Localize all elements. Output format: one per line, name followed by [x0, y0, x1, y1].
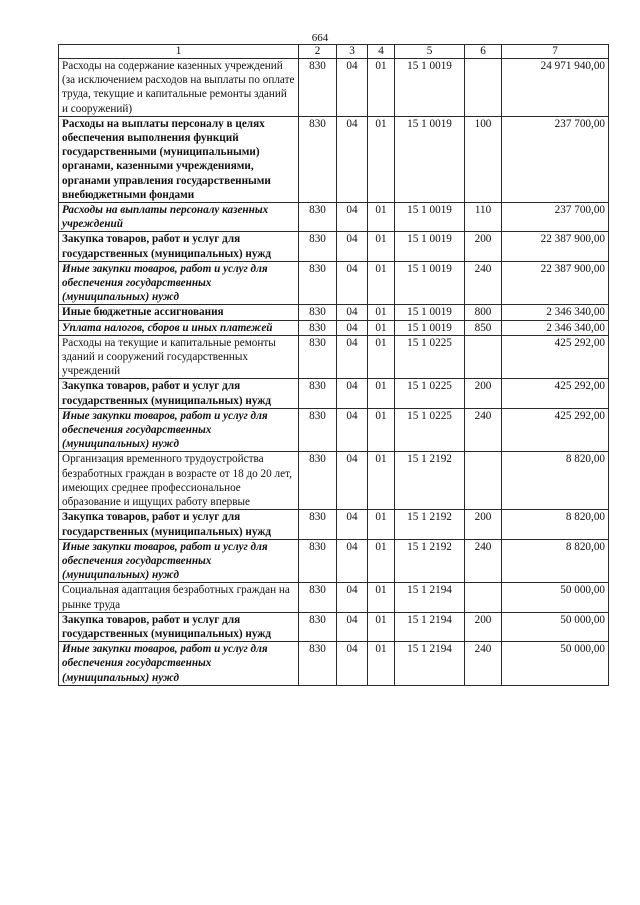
row-ministry-code: 830 [299, 203, 337, 232]
row-amount: 8 820,00 [502, 539, 609, 583]
row-subsection-code: 01 [368, 583, 395, 612]
row-section-code: 04 [337, 539, 368, 583]
row-amount: 50 000,00 [502, 583, 609, 612]
row-expense-type [465, 59, 502, 117]
row-section-code: 04 [337, 261, 368, 305]
row-target-article: 15 1 2194 [395, 612, 465, 641]
row-target-article: 15 1 0019 [395, 59, 465, 117]
row-section-code: 04 [337, 335, 368, 379]
table-row [59, 612, 609, 641]
row-ministry-code: 830 [299, 320, 337, 335]
row-amount: 50 000,00 [502, 642, 609, 686]
row-ministry-code: 830 [299, 583, 337, 612]
table-row [59, 379, 609, 408]
row-ministry-code: 830 [299, 379, 337, 408]
row-subsection-code: 01 [368, 116, 395, 202]
row-subsection-code: 01 [368, 510, 395, 539]
row-amount: 237 700,00 [502, 203, 609, 232]
row-section-code: 04 [337, 408, 368, 452]
row-section-code: 04 [337, 116, 368, 202]
row-expense-type: 240 [465, 642, 502, 686]
row-target-article: 15 1 0019 [395, 116, 465, 202]
row-name: Закупка товаров, работ и услуг для государственных (муниципальных) нужд [59, 379, 299, 408]
row-subsection-code: 01 [368, 539, 395, 583]
header-cell-2: 2 [299, 45, 337, 59]
row-target-article: 15 1 0225 [395, 408, 465, 452]
row-target-article: 15 1 0019 [395, 232, 465, 261]
row-name: Закупка товаров, работ и услуг для государственных (муниципальных) нужд [59, 612, 299, 641]
table-row [59, 59, 609, 117]
table-row [59, 305, 609, 320]
header-cell-1: 1 [59, 45, 299, 59]
row-expense-type: 240 [465, 539, 502, 583]
row-target-article: 15 1 0019 [395, 261, 465, 305]
row-amount: 2 346 340,00 [502, 320, 609, 335]
row-name: Социальная адаптация безработных граждан на рынке труда [59, 583, 299, 612]
row-ministry-code: 830 [299, 452, 337, 510]
row-subsection-code: 01 [368, 320, 395, 335]
row-section-code: 04 [337, 510, 368, 539]
row-ministry-code: 830 [299, 642, 337, 686]
row-ministry-code: 830 [299, 612, 337, 641]
row-target-article: 15 1 2192 [395, 452, 465, 510]
page-number: 664 [311, 32, 329, 44]
row-target-article: 15 1 2194 [395, 642, 465, 686]
row-amount: 8 820,00 [502, 510, 609, 539]
row-subsection-code: 01 [368, 203, 395, 232]
row-amount: 22 387 900,00 [502, 232, 609, 261]
row-ministry-code: 830 [299, 510, 337, 539]
row-expense-type: 200 [465, 379, 502, 408]
row-expense-type: 200 [465, 510, 502, 539]
row-subsection-code: 01 [368, 379, 395, 408]
table-row [59, 642, 609, 686]
row-subsection-code: 01 [368, 408, 395, 452]
row-target-article: 15 1 0225 [395, 379, 465, 408]
row-section-code: 04 [337, 320, 368, 335]
row-ministry-code: 830 [299, 408, 337, 452]
row-amount: 24 971 940,00 [502, 59, 609, 117]
header-row [59, 45, 609, 59]
table-row [59, 335, 609, 379]
row-section-code: 04 [337, 305, 368, 320]
row-subsection-code: 01 [368, 335, 395, 379]
row-section-code: 04 [337, 59, 368, 117]
row-section-code: 04 [337, 583, 368, 612]
row-expense-type: 850 [465, 320, 502, 335]
row-name: Иные бюджетные ассигнования [59, 305, 299, 320]
row-ministry-code: 830 [299, 335, 337, 379]
row-ministry-code: 830 [299, 59, 337, 117]
row-expense-type [465, 583, 502, 612]
row-target-article: 15 1 0019 [395, 203, 465, 232]
row-name: Иные закупки товаров, работ и услуг для обеспечения государственных (муниципальных) нужд [59, 642, 299, 686]
row-section-code: 04 [337, 379, 368, 408]
row-amount: 425 292,00 [502, 335, 609, 379]
row-name: Расходы на текущие и капитальные ремонты зданий и сооружений государственных учреждений [59, 335, 299, 379]
row-name: Иные закупки товаров, работ и услуг для обеспечения государственных (муниципальных) нужд [59, 408, 299, 452]
row-expense-type: 110 [465, 203, 502, 232]
row-amount: 425 292,00 [502, 408, 609, 452]
row-name: Уплата налогов, сборов и иных платежей [59, 320, 299, 335]
row-target-article: 15 1 0019 [395, 305, 465, 320]
row-ministry-code: 830 [299, 116, 337, 202]
row-amount: 8 820,00 [502, 452, 609, 510]
row-amount: 22 387 900,00 [502, 261, 609, 305]
row-section-code: 04 [337, 203, 368, 232]
table-row [59, 261, 609, 305]
budget-table [58, 44, 609, 686]
row-target-article: 15 1 0225 [395, 335, 465, 379]
row-amount: 50 000,00 [502, 612, 609, 641]
row-amount: 2 346 340,00 [502, 305, 609, 320]
row-name: Закупка товаров, работ и услуг для государственных (муниципальных) нужд [59, 510, 299, 539]
table-row [59, 116, 609, 202]
row-expense-type: 240 [465, 261, 502, 305]
row-subsection-code: 01 [368, 261, 395, 305]
row-ministry-code: 830 [299, 232, 337, 261]
row-section-code: 04 [337, 232, 368, 261]
row-name: Организация временного трудоустройства безработных граждан в возрасте от 18 до 20 лет, имеющих среднее профессиональное образование и ищущих работу впервые [59, 452, 299, 510]
row-ministry-code: 830 [299, 539, 337, 583]
table-row [59, 203, 609, 232]
row-expense-type: 100 [465, 116, 502, 202]
header-cell-3: 3 [337, 45, 368, 59]
row-expense-type: 200 [465, 232, 502, 261]
row-section-code: 04 [337, 642, 368, 686]
row-name: Иные закупки товаров, работ и услуг для обеспечения государственных (муниципальных) нужд [59, 539, 299, 583]
row-target-article: 15 1 2192 [395, 510, 465, 539]
header-cell-4: 4 [368, 45, 395, 59]
table-row [59, 408, 609, 452]
row-subsection-code: 01 [368, 232, 395, 261]
row-target-article: 15 1 0019 [395, 320, 465, 335]
header-cell-7: 7 [502, 45, 609, 59]
row-subsection-code: 01 [368, 305, 395, 320]
table-row [59, 539, 609, 583]
table-row [59, 320, 609, 335]
row-section-code: 04 [337, 452, 368, 510]
row-expense-type: 200 [465, 612, 502, 641]
table-row [59, 232, 609, 261]
row-ministry-code: 830 [299, 305, 337, 320]
table-row [59, 510, 609, 539]
row-expense-type [465, 335, 502, 379]
row-name: Закупка товаров, работ и услуг для государственных (муниципальных) нужд [59, 232, 299, 261]
row-subsection-code: 01 [368, 59, 395, 117]
row-name: Расходы на содержание казенных учреждений (за исключением расходов на выплаты по оплате труда, текущие и капитальные ремонты зданий и сооружений) [59, 59, 299, 117]
row-target-article: 15 1 2194 [395, 583, 465, 612]
row-subsection-code: 01 [368, 612, 395, 641]
row-expense-type: 240 [465, 408, 502, 452]
row-ministry-code: 830 [299, 261, 337, 305]
row-name: Иные закупки товаров, работ и услуг для обеспечения государственных (муниципальных) нужд [59, 261, 299, 305]
row-name: Расходы на выплаты персоналу казенных учреждений [59, 203, 299, 232]
row-target-article: 15 1 2192 [395, 539, 465, 583]
row-subsection-code: 01 [368, 452, 395, 510]
header-cell-6: 6 [465, 45, 502, 59]
table-row [59, 583, 609, 612]
row-amount: 237 700,00 [502, 116, 609, 202]
row-name: Расходы на выплаты персоналу в целях обеспечения выполнения функций государственными (муниципальными) органами, казенными учреждениями, органами управления государственными внебюджетными фондами [59, 116, 299, 202]
row-amount: 425 292,00 [502, 379, 609, 408]
table-row [59, 452, 609, 510]
row-expense-type [465, 452, 502, 510]
row-expense-type: 800 [465, 305, 502, 320]
header-cell-5: 5 [395, 45, 465, 59]
row-section-code: 04 [337, 612, 368, 641]
row-subsection-code: 01 [368, 642, 395, 686]
